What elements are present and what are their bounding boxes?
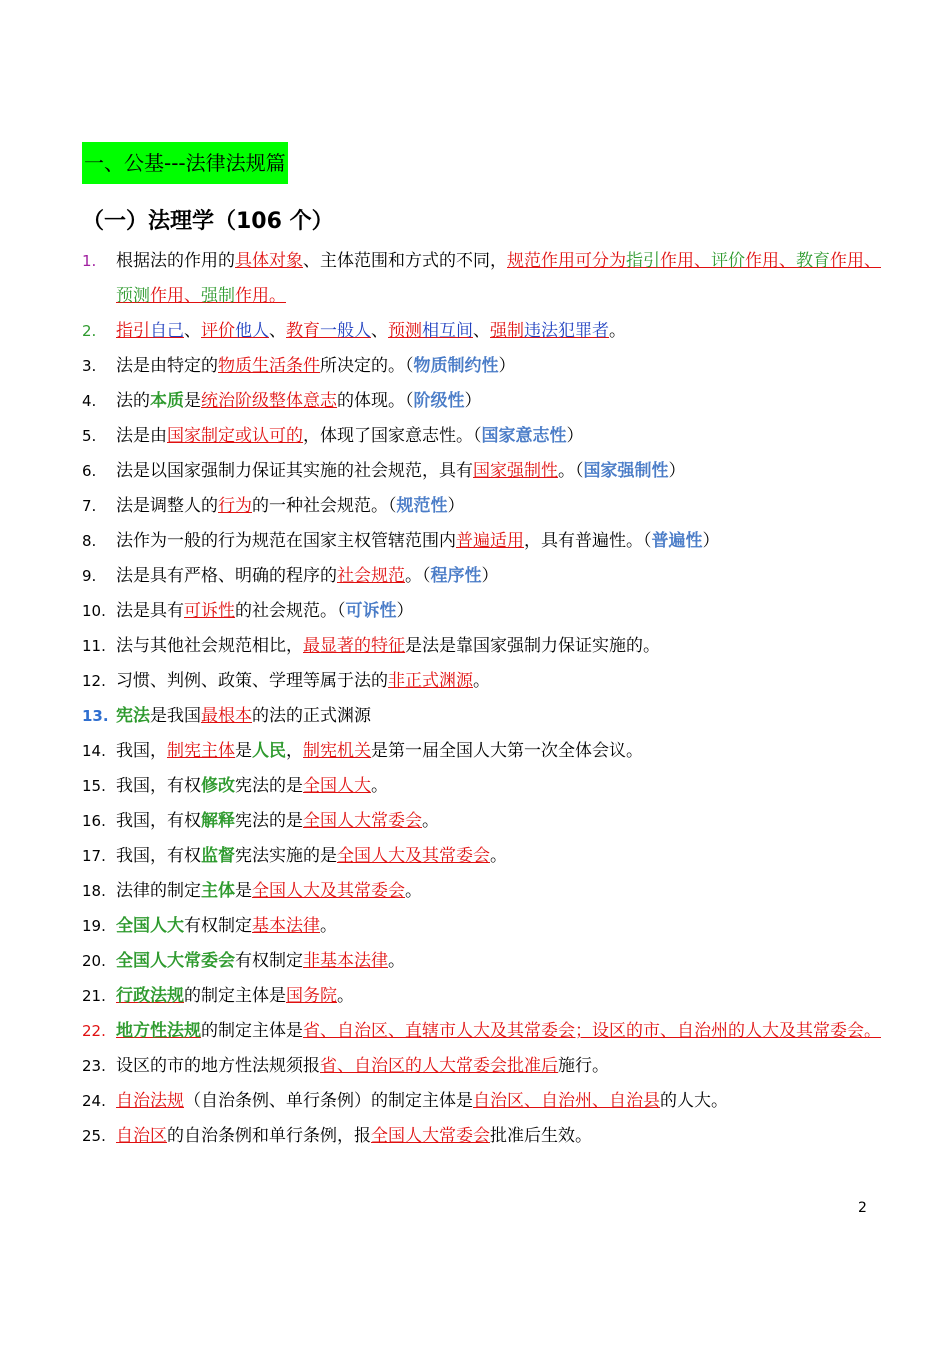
item-text-segment: 是我国	[150, 706, 201, 726]
item-text-segment: 。（	[405, 566, 431, 586]
item-text-segment: 他人	[235, 321, 269, 341]
item-text-segment: 是	[184, 391, 201, 411]
item-text-segment: 行为	[218, 496, 252, 516]
list-item	[82, 1014, 882, 1049]
item-text-segment: 、	[473, 321, 490, 341]
item-text-segment: 。	[337, 986, 354, 1006]
item-text-segment: 法作为一般的行为规范在国家主权管辖范围内	[116, 531, 456, 551]
item-text-segment: 。	[320, 916, 337, 936]
item-text-segment: 自治法规	[116, 1091, 184, 1111]
list-item	[82, 559, 882, 594]
list-item	[82, 664, 882, 699]
item-number: 17.	[82, 847, 106, 865]
list-item	[82, 909, 882, 944]
item-text-segment: 。	[609, 321, 626, 341]
item-text-segment: 是	[235, 741, 252, 761]
item-number: 19.	[82, 917, 106, 935]
item-text-segment: 法是调整人的	[116, 496, 218, 516]
item-text-segment: ）	[702, 531, 720, 551]
item-text-segment: 社会规范	[337, 566, 405, 586]
item-text-segment: 解释	[201, 811, 235, 831]
item-number: 5.	[82, 427, 97, 445]
item-text-segment: 国务院	[286, 986, 337, 1006]
item-text-segment: 法是具有严格、明确的程序的	[116, 566, 337, 586]
item-text-segment: ）	[481, 566, 499, 586]
item-text-segment: 相互间	[422, 321, 473, 341]
item-text-segment: 宪法实施的是	[235, 846, 337, 866]
item-text-segment: 宪法的是	[235, 811, 303, 831]
list-item	[82, 804, 882, 839]
item-text-segment: 自治区、自治州、自治县	[473, 1091, 660, 1111]
item-text-segment: 全国人大及其常委会	[252, 881, 405, 901]
item-text-segment: 习惯、判例、政策、学理等属于法的	[116, 671, 388, 691]
item-text-segment: 作用、	[660, 251, 711, 271]
item-text-segment: 我国，	[116, 741, 167, 761]
item-text-segment: 可诉性	[184, 601, 235, 621]
item-text-segment: 施行。	[558, 1056, 609, 1076]
item-text-segment: 阶级性	[413, 391, 465, 411]
list-item	[82, 489, 882, 524]
item-number: 25.	[82, 1127, 106, 1145]
item-text-segment: 省、自治区、直辖市人大及其常委会；设区的市、自治州的人大及其常委会。	[303, 1021, 881, 1041]
item-text-segment: ，具有普遍性。（	[524, 531, 652, 551]
item-number: 11.	[82, 637, 106, 655]
item-text-segment: 行政法规	[116, 986, 184, 1006]
item-text-segment: 作用、	[830, 251, 881, 271]
item-text-segment: ，	[286, 741, 303, 761]
item-text-segment: 、	[371, 321, 388, 341]
item-text-segment: 的体现。（	[337, 391, 414, 411]
list-item	[82, 629, 882, 664]
item-number: 21.	[82, 987, 106, 1005]
item-text-segment: 评价	[711, 251, 745, 271]
item-text-segment: 地方性法规	[116, 1021, 201, 1041]
item-text-segment: 非正式渊源	[388, 671, 473, 691]
section-title: 一、公基---法律法规篇	[82, 142, 288, 184]
item-text-segment: 我国，有权	[116, 776, 201, 796]
list-item	[82, 244, 882, 314]
item-text-segment: ，体现了国家意志性。（	[303, 426, 482, 446]
item-text-segment: 是第一届全国人大第一次全体会议。	[371, 741, 643, 761]
item-number: 7.	[82, 497, 97, 515]
item-text-segment: 普遍适用	[456, 531, 524, 551]
item-text-segment: 有权制定	[235, 951, 303, 971]
item-text-segment: 的人大。	[660, 1091, 728, 1111]
item-number: 2.	[82, 322, 97, 340]
item-text-segment: 。	[490, 846, 507, 866]
item-text-segment: 国家制定或认可的	[167, 426, 303, 446]
item-text-segment: 的制定主体是	[201, 1021, 303, 1041]
item-number: 10.	[82, 602, 106, 620]
list-item	[82, 454, 882, 489]
list-item	[82, 769, 882, 804]
item-text-segment: 宪法	[116, 706, 150, 726]
item-number: 4.	[82, 392, 97, 410]
item-text-segment: 强制	[490, 321, 524, 341]
item-text-segment: 的一种社会规范。（	[252, 496, 397, 516]
item-text-segment: 国家强制性	[583, 461, 669, 481]
item-text-segment: ）	[464, 391, 482, 411]
list-item	[82, 384, 882, 419]
item-text-segment: 法的	[116, 391, 150, 411]
list-item	[82, 874, 882, 909]
item-text-segment: 程序性	[430, 566, 482, 586]
item-text-segment: 设区的市的地方性法规须报	[116, 1056, 320, 1076]
list-item	[82, 1049, 882, 1084]
item-text-segment: 可诉性	[345, 601, 397, 621]
item-text-segment: 主体	[201, 881, 235, 901]
item-text-segment: 人民	[252, 741, 286, 761]
item-text-segment: 制宪机关	[303, 741, 371, 761]
item-text-segment: 统治阶级整体意志	[201, 391, 337, 411]
item-number: 9.	[82, 567, 97, 585]
item-text-segment: 物质制约性	[413, 356, 499, 376]
item-number: 18.	[82, 882, 106, 900]
item-number: 16.	[82, 812, 106, 830]
list-item	[82, 349, 882, 384]
item-text-segment: 是法是靠国家强制力保证实施的。	[405, 636, 660, 656]
item-text-segment: 基本法律	[252, 916, 320, 936]
item-text-segment: 法是具有	[116, 601, 184, 621]
item-text-segment: 批准后生效。	[490, 1126, 592, 1146]
item-text-segment: 、	[184, 321, 201, 341]
item-text-segment: 我国，有权	[116, 846, 201, 866]
item-text-segment: （自治条例、单行条例）的制定主体是	[184, 1091, 473, 1111]
item-text-segment: 作用。	[235, 286, 286, 306]
list-item	[82, 594, 882, 629]
item-number: 1.	[82, 252, 97, 270]
list-item	[82, 1084, 882, 1119]
item-text-segment: 指引	[626, 251, 660, 271]
list-item	[82, 839, 882, 874]
item-text-segment: 教育	[796, 251, 830, 271]
item-number: 3.	[82, 357, 97, 375]
item-text-segment: 的自治条例和单行条例，报	[167, 1126, 371, 1146]
item-text-segment: ）	[668, 461, 686, 481]
item-text-segment: 教育	[286, 321, 320, 341]
item-text-segment: 法与其他社会规范相比，	[116, 636, 303, 656]
item-text-segment: 全国人大及其常委会	[337, 846, 490, 866]
item-text-segment: ）	[447, 496, 465, 516]
item-text-segment: 省、自治区的人大常委会批准后	[320, 1056, 558, 1076]
item-text-segment: 最根本	[201, 706, 252, 726]
item-text-segment: 。（	[558, 461, 584, 481]
item-text-segment: 规范性	[396, 496, 448, 516]
list-item	[82, 1119, 882, 1154]
item-text-segment: 的制定主体是	[184, 986, 286, 1006]
item-text-segment: 。	[388, 951, 405, 971]
list-item	[82, 734, 882, 769]
item-text-segment: 制宪主体	[167, 741, 235, 761]
item-number: 15.	[82, 777, 106, 795]
list-item	[82, 524, 882, 559]
item-text-segment: 全国人大	[303, 776, 371, 796]
item-text-segment: 一般人	[320, 321, 371, 341]
item-text-segment: 是	[235, 881, 252, 901]
item-text-segment: 自治区	[116, 1126, 167, 1146]
item-text-segment: 根据法的作用的	[116, 251, 235, 271]
list-item	[82, 419, 882, 454]
item-text-segment: 我国，有权	[116, 811, 201, 831]
item-text-segment: ）	[566, 426, 584, 446]
item-text-segment: 预测	[116, 286, 150, 306]
item-number: 14.	[82, 742, 106, 760]
item-number: 23.	[82, 1057, 106, 1075]
item-text-segment: ）	[396, 601, 414, 621]
item-text-segment: 。	[371, 776, 388, 796]
item-text-segment: 普遍性	[651, 531, 703, 551]
item-text-segment: 本质	[150, 391, 184, 411]
item-text-segment: 强制	[201, 286, 235, 306]
item-text-segment: 国家强制性	[473, 461, 558, 481]
item-text-segment: 宪法的是	[235, 776, 303, 796]
item-number: 8.	[82, 532, 97, 550]
sub-title: （一）法理学（106 个）	[82, 209, 334, 234]
item-text-segment: 评价	[201, 321, 235, 341]
item-text-segment: 作用、	[150, 286, 201, 306]
item-number: 20.	[82, 952, 106, 970]
item-text-segment: 修改	[201, 776, 235, 796]
item-text-segment: 。	[422, 811, 439, 831]
item-text-segment: 。	[473, 671, 490, 691]
item-number: 13.	[82, 707, 109, 725]
item-text-segment: 、主体范围和方式的不同，	[303, 251, 507, 271]
item-text-segment: 所决定的。（	[320, 356, 414, 376]
item-text-segment: 的社会规范。（	[235, 601, 346, 621]
item-text-segment: 监督	[201, 846, 235, 866]
list-item	[82, 944, 882, 979]
item-text-segment: 作用、	[745, 251, 796, 271]
item-list	[82, 244, 882, 1154]
item-text-segment: 法是由	[116, 426, 167, 446]
item-text-segment: 物质生活条件	[218, 356, 320, 376]
item-text-segment: 国家意志性	[481, 426, 567, 446]
item-text-segment: 的法的正式渊源	[252, 706, 371, 726]
item-number: 22.	[82, 1022, 106, 1040]
item-text-segment: 法是由特定的	[116, 356, 218, 376]
item-text-segment: 全国人大常委会	[303, 811, 422, 831]
item-number: 24.	[82, 1092, 106, 1110]
item-text-segment: 全国人大常委会	[371, 1126, 490, 1146]
list-item	[82, 979, 882, 1014]
item-text-segment: 法律的制定	[116, 881, 201, 901]
item-text-segment: 有权制定	[184, 916, 252, 936]
item-text-segment: 预测	[388, 321, 422, 341]
item-text-segment: 违法犯罪者	[524, 321, 609, 341]
item-text-segment: 全国人大常委会	[116, 951, 235, 971]
item-text-segment: 指引	[116, 321, 150, 341]
list-item	[82, 314, 882, 349]
item-text-segment: 。	[405, 881, 422, 901]
item-number: 6.	[82, 462, 97, 480]
page-number: 2	[858, 1200, 867, 1216]
item-number: 12.	[82, 672, 106, 690]
item-text-segment: 全国人大	[116, 916, 184, 936]
item-text-segment: ）	[498, 356, 516, 376]
item-text-segment: 规范作用可分为	[507, 251, 626, 271]
list-item	[82, 699, 882, 734]
item-text-segment: 最显著的特征	[303, 636, 405, 656]
item-text-segment: 、	[269, 321, 286, 341]
item-text-segment: 自己	[150, 321, 184, 341]
item-text-segment: 法是以国家强制力保证其实施的社会规范，具有	[116, 461, 473, 481]
item-text-segment: 具体对象	[235, 251, 303, 271]
item-text-segment: 非基本法律	[303, 951, 388, 971]
